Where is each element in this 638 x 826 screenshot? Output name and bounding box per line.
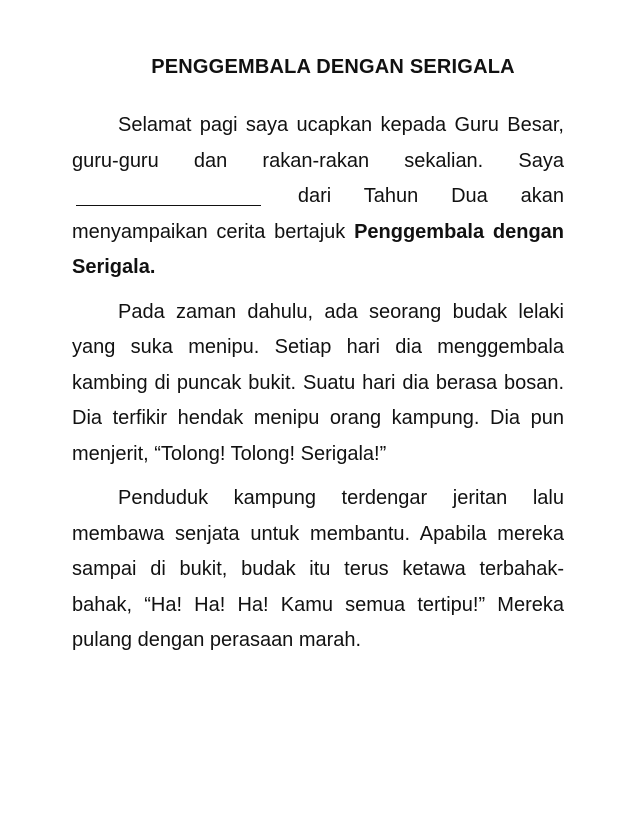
story-paragraph-1: Pada zaman dahulu, ada seorang budak lelaki yang suka menipu. Setiap hari dia menggembala kambing di puncak bukit. Suatu hari dia berasa bosan. Dia terfikir hendak menipu orang kampung. Dia pun menjerit, “Tolong! Tolong! Serigala!”	[72, 300, 564, 465]
title-text: PENGGEMBALA DENGAN SERIGALA	[151, 56, 515, 78]
story-paragraph-2: Penduduk kampung terdengar jeritan lalu membawa senjata untuk membantu. Apabila mereka sampai di bukit, budak itu terus ketawa terbahak-bahak, “Ha! Ha! Ha! Kamu semua tertipu!” Mereka pulang dengan perasaan marah.	[72, 487, 564, 651]
page-title	[0, 56, 638, 79]
intro-paragraph	[72, 108, 564, 286]
intro-text-2: dari Tahun Dua akan menyampaikan cerita bertajuk	[72, 185, 564, 243]
story-title-bold: Penggembala dengan Serigala.	[72, 220, 565, 278]
story-body	[72, 108, 564, 668]
name-blank-line	[76, 185, 261, 206]
intro-text-1: Selamat pagi saya ucapkan kepada Guru Besar, guru-guru dan rakan-rakan sekalian. Saya	[72, 114, 564, 172]
